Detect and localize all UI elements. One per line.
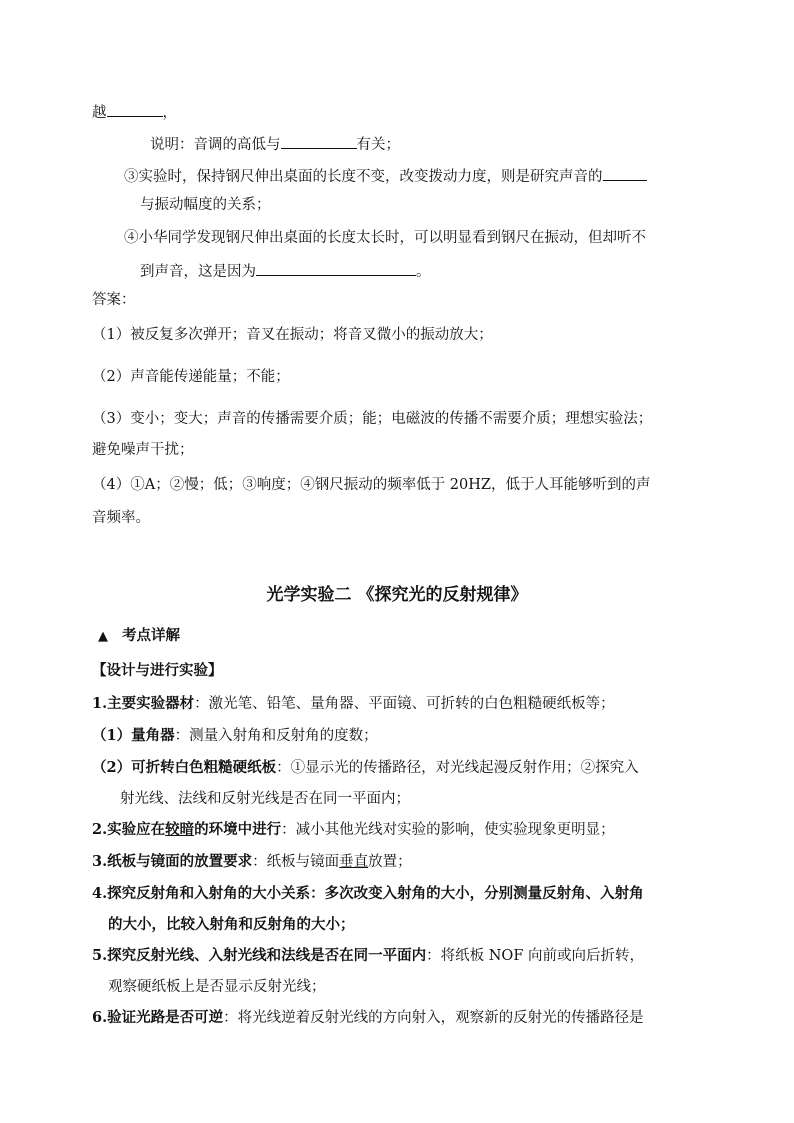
item-text: ：纸板与镜面 xyxy=(252,854,340,870)
item-4-cont: 的大小，比较入射角和反射角的大小； xyxy=(108,916,355,933)
item-1a xyxy=(92,726,378,746)
item-text: 放置； xyxy=(368,854,412,870)
item-text: ：测量入射角和反射角的度数； xyxy=(174,728,378,744)
item-underlined: 垂直 xyxy=(339,854,369,870)
answer-4-cont: 音频率。 xyxy=(92,510,150,526)
item-5 xyxy=(92,946,644,966)
q-text: 越 xyxy=(92,105,107,121)
item-text: ：将光线逆着反射光线的方向射入，观察新的反射光的传播路径是 xyxy=(223,1010,644,1026)
subhead-text: 考点详解 xyxy=(122,627,180,644)
q-text: 有关； xyxy=(356,137,400,153)
item-bold: （1）量角器 xyxy=(92,727,175,744)
answer-3-cont: 避免噪声干扰； xyxy=(92,442,194,458)
q-line-4-cont xyxy=(140,259,431,282)
q-text: 说明：音调的高低与 xyxy=(150,137,281,153)
answer-4: （4）①A；②慢；低；③响度；④钢尺振动的频率低于 20HZ，低于人耳能够听到的声 xyxy=(92,477,651,493)
item-4: 4.探究反射角和入射角的大小关系：多次改变入射角的大小，分别测量反射角、入射角 xyxy=(92,885,644,902)
q-text: ， xyxy=(162,105,177,121)
answer-blank xyxy=(107,100,163,117)
item-1b-cont: 射光线、法线和反射光线是否在同一平面内； xyxy=(120,791,410,807)
answers-heading: 答案： xyxy=(92,292,136,308)
q-text: 。 xyxy=(416,264,431,280)
answer-2: （2）声音能传递能量；不能； xyxy=(92,369,290,385)
q-text: 到声音，这是因为 xyxy=(140,264,256,280)
q-text: ④小华同学发现钢尺伸出桌面的长度太长时，可以明显看到钢尺在振动，但却听不 xyxy=(124,230,646,246)
q-line-yue xyxy=(92,100,177,123)
answer-blank xyxy=(603,164,647,181)
item-bold: （2）可折转白色粗糙硬纸板 xyxy=(92,759,277,776)
item-underlined: 较暗 xyxy=(165,821,195,838)
item-6 xyxy=(92,1008,644,1028)
q-text: ③实验时，保持钢尺伸出桌面的长度不变，改变拨动力度，则是研究声音的 xyxy=(124,169,603,185)
item-text: ：将纸板 NOF 向前或向后折转， xyxy=(426,948,644,964)
item-bold: 的环境中进行 xyxy=(194,821,282,838)
item-2 xyxy=(92,820,615,840)
q-line-4 xyxy=(124,228,646,248)
item-1b xyxy=(92,758,639,778)
item-bold: 1.主要实验器材 xyxy=(92,695,195,712)
bracket-heading: 【设计与进行实验】 xyxy=(92,662,223,679)
item-3 xyxy=(92,852,412,872)
q-text: 与振动幅度的关系； xyxy=(140,197,271,213)
answer-1: （1）被反复多次弹开；音叉在振动；将音叉微小的振动放大； xyxy=(92,327,493,343)
item-bold: 3.纸板与镜面的放置要求 xyxy=(92,853,253,870)
item-1 xyxy=(92,694,615,714)
item-bold: 2.实验应在 xyxy=(92,821,166,838)
q-line-3 xyxy=(124,164,647,187)
item-5-cont: 观察硬纸板上是否显示反射光线； xyxy=(108,979,326,995)
subhead xyxy=(98,626,180,647)
answer-blank xyxy=(281,132,357,149)
q-line-note xyxy=(150,132,400,155)
section-title: 光学实验二 《探究光的反射规律》 xyxy=(266,585,528,605)
item-bold: 5.探究反射光线、入射光线和法线是否在同一平面内 xyxy=(92,947,427,964)
item-text: ：激光笔、铅笔、量角器、平面镜、可折转的白色粗糙硬纸板等； xyxy=(194,696,615,712)
answer-3: （3）变小；变大；声音的传播需要介质；能；电磁波的传播不需要介质；理想实验法； xyxy=(92,411,653,427)
item-text: ：减小其他光线对实验的影响，使实验现象更明显； xyxy=(281,822,615,838)
answer-blank xyxy=(256,259,416,276)
item-text: ：①显示光的传播路径，对光线起漫反射作用；②探究入 xyxy=(276,760,639,776)
item-bold: 6.验证光路是否可逆 xyxy=(92,1009,224,1026)
triangle-icon: ▲ xyxy=(98,629,108,644)
q-line-3-cont xyxy=(140,195,271,215)
